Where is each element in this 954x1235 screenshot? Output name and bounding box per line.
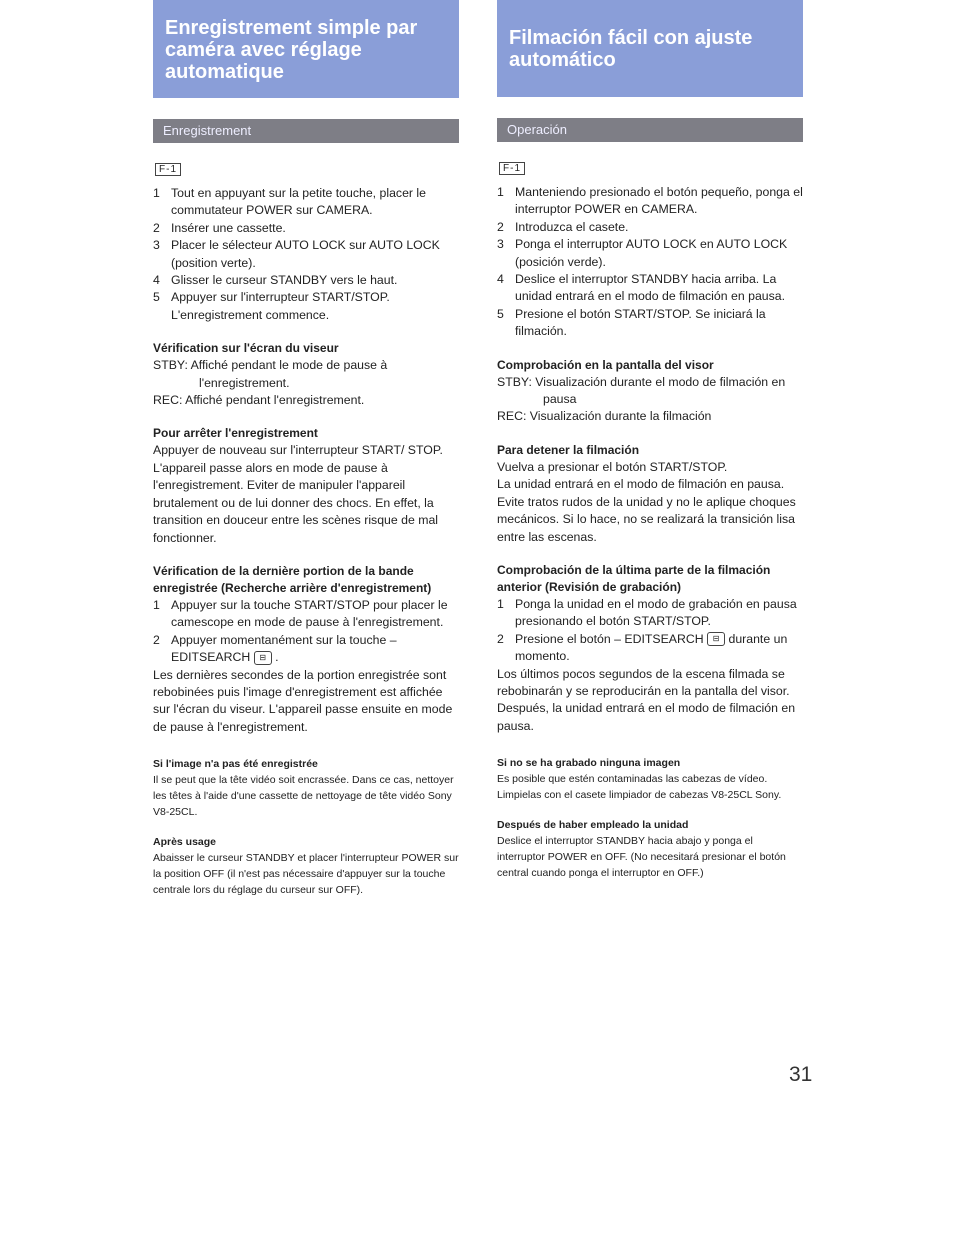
spanish-verif-section xyxy=(497,357,803,426)
editsearch-icon: ⊟ xyxy=(254,651,272,665)
list-item: 4 Glisser le curseur STANDBY vers le haut. xyxy=(153,273,398,288)
section-heading: Après usage xyxy=(153,836,217,849)
paragraph: Vuelva a presionar el botón START/STOP. xyxy=(497,459,728,474)
french-stop-section xyxy=(153,425,459,546)
list-item: 1 Tout en appuyant sur la petite touche, placer le commutateur POWER sur CAMERA. xyxy=(153,186,426,218)
french-section-bar: Enregistrement xyxy=(153,119,459,143)
french-review-steps xyxy=(153,597,459,667)
spanish-review-steps xyxy=(497,596,803,666)
section-heading: Si no se ha grabado ninguna imagen xyxy=(497,757,681,770)
editsearch-icon: ⊟ xyxy=(707,632,725,646)
list-item: 3 Ponga el interruptor AUTO LOCK en AUTO LOCK (posición verde). xyxy=(497,237,788,269)
paragraph: Les dernières secondes de la portion enregistrée sont rebobinées puis l'image d'enregistrement est affichée sur l'écran du viseur. L'appareil passe ensuite en mode de pause à l'enregistrement. xyxy=(153,667,453,734)
paragraph: La unidad entrará en el modo de filmación en pausa. Evite tratos rudos de la unidad y no le aplique choques mecánicos. Si lo hace, no se realizará la transición lisa entre las escenas. xyxy=(497,477,796,544)
french-verif-section xyxy=(153,340,459,409)
paragraph: L'appareil passe alors en mode de pause à l'enregistrement. Eviter de manipuler l'appareil brutalement ou de lui donner des chocs. En effet, la transition en douceur entre les scènes risque de mal fonctionner. xyxy=(153,460,439,545)
list-item: 1 Ponga la unidad en el modo de grabación en pausa presionando el botón START/STOP. xyxy=(497,596,797,629)
paragraph: Appuyer de nouveau sur l'interrupteur START/ STOP. xyxy=(153,443,443,458)
section-heading: Después de haber empleado la unidad xyxy=(497,819,689,832)
section-heading: Vérification sur l'écran du viseur xyxy=(153,341,339,356)
french-after-section xyxy=(153,834,459,898)
list-item: 2 Presione el botón – EDITSEARCH ⊟ durante un momento. xyxy=(497,631,788,664)
french-title-box xyxy=(153,0,459,98)
section-heading: Si l'image n'a pas été enregistrée xyxy=(153,758,318,771)
paragraph: Deslice el interruptor STANDBY hacia abajo y ponga el interruptor POWER en OFF. (No necesitará presionar el botón central cuando ponga el interruptor en OFF.) xyxy=(497,835,786,880)
list-item: 4 Deslice el interruptor STANDBY hacia arriba. La unidad entrará en el modo de filmación en pausa. xyxy=(497,272,786,304)
french-figure-ref: F-1 xyxy=(155,163,181,176)
spanish-steps xyxy=(497,184,803,341)
spanish-title-box xyxy=(497,0,803,97)
french-column xyxy=(153,0,459,898)
section-heading: Comprobación en la pantalla del visor xyxy=(497,357,714,372)
paragraph: STBY: Visualización durante el modo de filmación en pausa xyxy=(497,374,786,407)
paragraph: Es posible que estén contaminadas las cabezas de vídeo. Limpielas con el casete limpiador de cabezas V8-25CL Sony. xyxy=(497,773,782,802)
section-heading: Para detener la filmación xyxy=(497,442,640,457)
list-item: 5 Presione el botón START/STOP. Se iniciará la filmación. xyxy=(497,306,766,339)
spanish-column xyxy=(497,0,803,881)
spanish-review-section xyxy=(497,562,803,735)
list-item: 5 Appuyer sur l'interrupteur START/STOP. L'enregistrement commence. xyxy=(153,290,390,322)
paragraph: REC: Visualización durante la filmación xyxy=(497,409,712,424)
french-steps xyxy=(153,185,459,324)
paragraph: Abaisser le curseur STANDBY et placer l'interrupteur POWER sur la position OFF (il n'est pas nécessaire d'appuyer sur la touche centrale lors du réglage du curseur sur OFF). xyxy=(153,852,459,897)
list-item: 2 Introduzca el casete. xyxy=(497,219,629,234)
spanish-figure-ref: F-1 xyxy=(499,162,525,175)
paragraph: Il se peut que la tête vidéo soit encrassée. Dans ce cas, nettoyer les têtes à l'aide d'une cassette de nettoyage de tête vidéo Sony V8-25CL. xyxy=(153,774,454,819)
paragraph: STBY: Affiché pendant le mode de pause à l'enregistrement. xyxy=(153,358,388,390)
section-heading: Comprobación de la última parte de la filmación anterior (Revisión de grabación) xyxy=(497,562,771,594)
paragraph: REC: Affiché pendant l'enregistrement. xyxy=(153,393,365,408)
spanish-section-bar: Operación xyxy=(497,118,803,142)
spanish-noimage-section xyxy=(497,755,803,803)
paragraph: Los últimos pocos segundos de la escena filmada se rebobinarán y se reproducirán en la pantalla del visor. Después, la unidad entrará en el modo de filmación en pausa. xyxy=(497,666,796,733)
list-item: 1 Manteniendo presionado el botón pequeño, ponga el interruptor POWER en CAMERA. xyxy=(497,185,803,217)
list-item: 1 Appuyer sur la touche START/STOP pour placer le camescope en mode de pause à l'enregistrement. xyxy=(153,597,448,630)
section-heading: Pour arrêter l'enregistrement xyxy=(153,426,318,441)
spanish-after-section xyxy=(497,817,803,881)
list-item: 2 Insérer une cassette. xyxy=(153,220,286,235)
page-number: 31 xyxy=(789,1063,813,1086)
french-review-section xyxy=(153,563,459,736)
french-title: Enregistrement simple par caméra avec réglage automatique xyxy=(165,17,418,83)
list-item: 2 Appuyer momentanément sur la touche – EDITSEARCH ⊟ . xyxy=(153,632,397,665)
list-item: 3 Placer le sélecteur AUTO LOCK sur AUTO LOCK (position verte). xyxy=(153,238,440,270)
french-noimage-section xyxy=(153,756,459,820)
spanish-title: Filmación fácil con ajuste automático xyxy=(509,26,753,71)
section-heading: Vérification de la dernière portion de la bande enregistrée (Recherche arrière d'enregistrement) xyxy=(153,563,432,595)
spanish-stop-section xyxy=(497,442,803,546)
